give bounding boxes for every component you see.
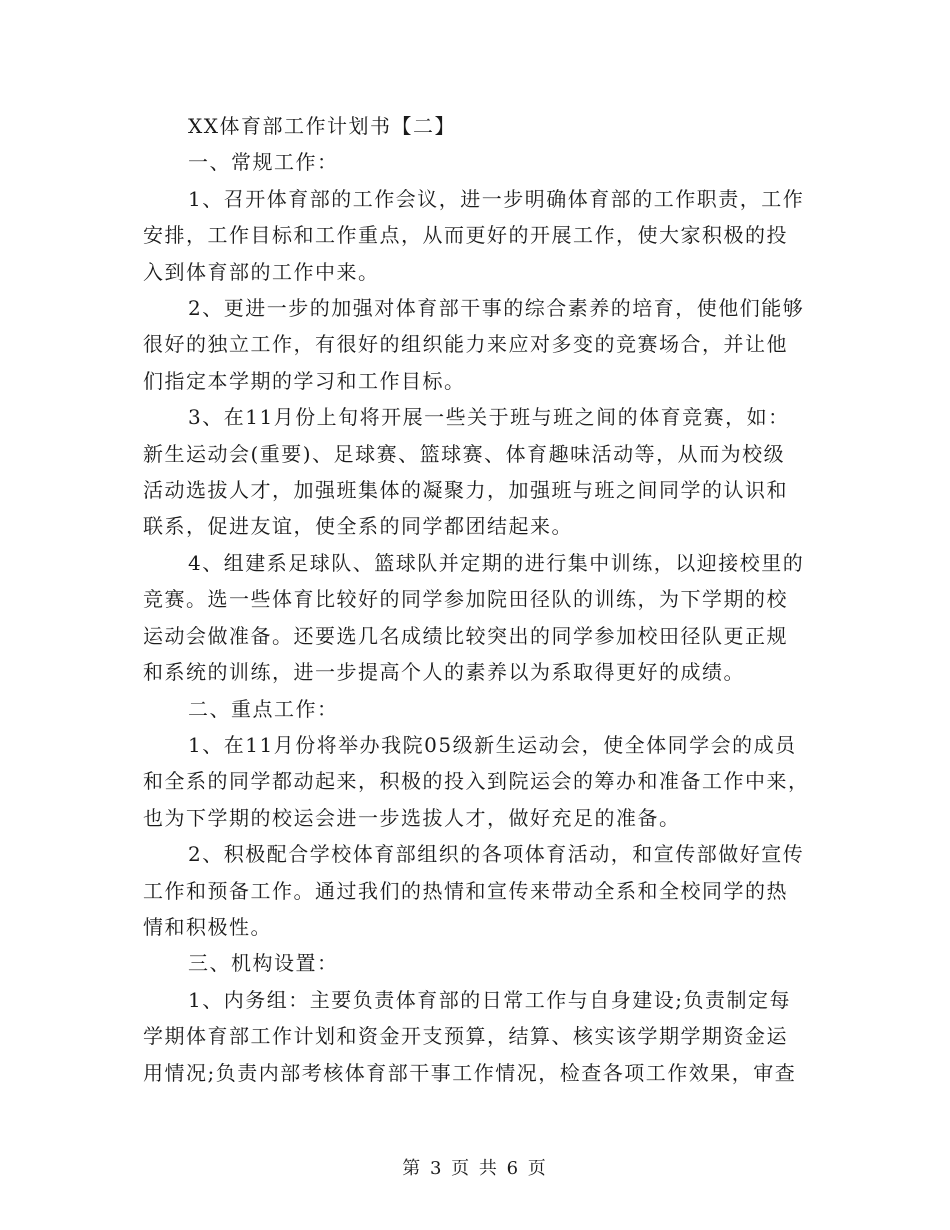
text-line: 二、重点工作：	[188, 696, 339, 721]
text-line: 工作和预备工作。通过我们的热情和宣传来带动全系和全校同学的热	[143, 878, 788, 903]
text-line: 用情况;负责内部考核体育部干事工作情况，检查各项工作效果，审查	[143, 1060, 797, 1085]
text-line: 很好的独立工作，有很好的组织能力来应对多变的竞赛场合，并让他	[143, 332, 788, 357]
document-body	[143, 108, 810, 1091]
text-line: 学期体育部工作计划和资金开支预算，结算、核实该学期学期资金运	[143, 1024, 788, 1049]
text-line: 一、常规工作：	[188, 150, 339, 175]
text-line: 活动选拔人才，加强班集体的凝聚力，加强班与班之间同学的认识和	[143, 478, 788, 503]
text-line: 也为下学期的校运会进一步选拔人才，做好充足的准备。	[143, 805, 681, 830]
text-line: 和系统的训练，进一步提高个人的素养以为系取得更好的成绩。	[143, 660, 745, 685]
document-title: XX体育部工作计划书【二】	[188, 114, 456, 138]
text-line: 联系，促进友谊，使全系的同学都团结起来。	[143, 514, 573, 539]
text-line: 2、积极配合学校体育部组织的各项体育活动，和宣传部做好宣传	[188, 842, 805, 867]
text-line: 2、更进一步的加强对体育部干事的综合素养的培育，使他们能够	[188, 296, 805, 321]
text-line: 4、组建系足球队、篮球队并定期的进行集中训练，以迎接校里的	[188, 550, 805, 575]
text-line: 竞赛。选一些体育比较好的同学参加院田径队的训练，为下学期的校	[143, 587, 788, 612]
text-line: 1、在11月份将举办我院05级新生运动会，使全体同学会的成员	[188, 732, 797, 757]
text-line: 1、内务组：主要负责体育部的日常工作与自身建设;负责制定每	[188, 987, 791, 1012]
page-footer: 第 3 页 共 6 页	[402, 1158, 548, 1179]
text-line: 运动会做准备。还要选几名成绩比较突出的同学参加校田径队更正规	[143, 623, 788, 648]
text-line: 新生运动会(重要)、足球赛、篮球赛、体育趣味活动等，从而为校级	[143, 441, 786, 466]
text-line: 和全系的同学都动起来，积极的投入到院运会的筹办和准备工作中来，	[143, 769, 810, 794]
text-line: 3、在11月份上旬将开展一些关于班与班之间的体育竞赛，如：	[188, 405, 790, 430]
text-line: 1、召开体育部的工作会议，进一步明确体育部的工作职责，工作	[188, 186, 805, 211]
text-line: 入到体育部的工作中来。	[143, 259, 380, 284]
text-line: 安排，工作目标和工作重点，从而更好的开展工作，使大家积极的投	[143, 223, 788, 248]
text-line: 们指定本学期的学习和工作目标。	[143, 368, 466, 393]
text-line: 三、机构设置：	[188, 951, 339, 976]
text-line: 情和积极性。	[143, 914, 272, 939]
